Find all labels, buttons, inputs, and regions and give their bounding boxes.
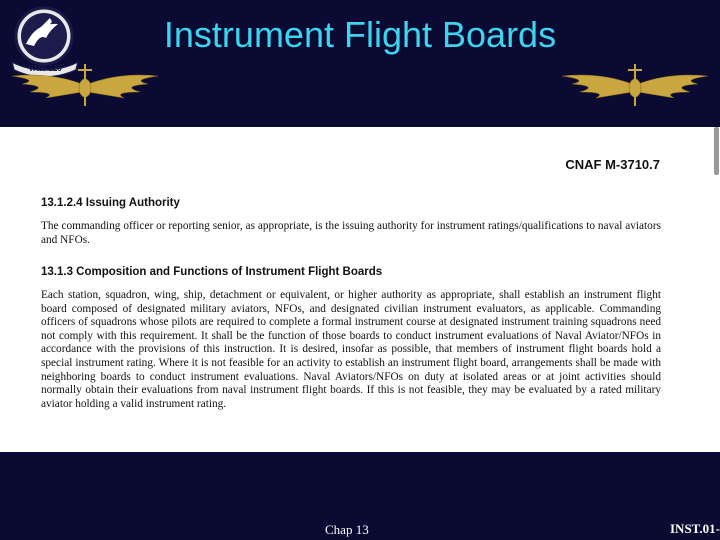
slide-title: Instrument Flight Boards — [163, 14, 557, 55]
section-heading-composition: 13.1.3 Composition and Functions of Instrument Flight Boards — [41, 266, 383, 278]
footer-chapter: Chap 13 — [325, 522, 369, 537]
document-excerpt — [0, 127, 712, 452]
svg-text:VAW-120: VAW-120 — [28, 64, 62, 73]
section-body-composition: Each station, squadron, wing, ship, detachment or equivalent, or higher authority as appropriate, shall establish an instrument flight board composed of designated military aviators, NFOs, and designated civilian instrument evaluators, as applicable. Commanding officers of squadrons whose pilots are required to complete a formal instrument course at designated instrument training squadrons need not comply with this requirement. It shall be the function of those boards to conduct instrument evaluations of Naval Aviator/NFOs in accordance with the provisions of this instruction. It is desired, insofar as possible, that members of instrument flight boards hold a special instrument rating. Where it is not feasible for an activity to establish an instrument flight board, arrangements shall be made with neighboring boards to conduct instrument evaluations. Naval Aviators/NFOs on duty at isolated areas or at joint activities should normally obtain their evaluations from naval instrument flight boards. If this is not feasible, they may be evaluated by a rated military aviator holding a valid instrument rating. — [41, 289, 661, 410]
section-body-issuing-authority: The commanding officer or reporting senior, as appropriate, is the issuing authority for instrument ratings/qualifications to naval aviators and NFOs. — [41, 220, 661, 246]
document-id: CNAF M-3710.7 — [565, 157, 660, 172]
scrollbar[interactable] — [712, 127, 720, 452]
section-heading-issuing-authority: 13.1.2.4 Issuing Authority — [41, 197, 180, 209]
scrollbar-thumb[interactable] — [714, 127, 719, 175]
naval-aviator-wings-icon — [560, 62, 710, 108]
footer-code: INST.01- — [670, 521, 720, 536]
naval-aviator-wings-icon — [10, 62, 160, 108]
